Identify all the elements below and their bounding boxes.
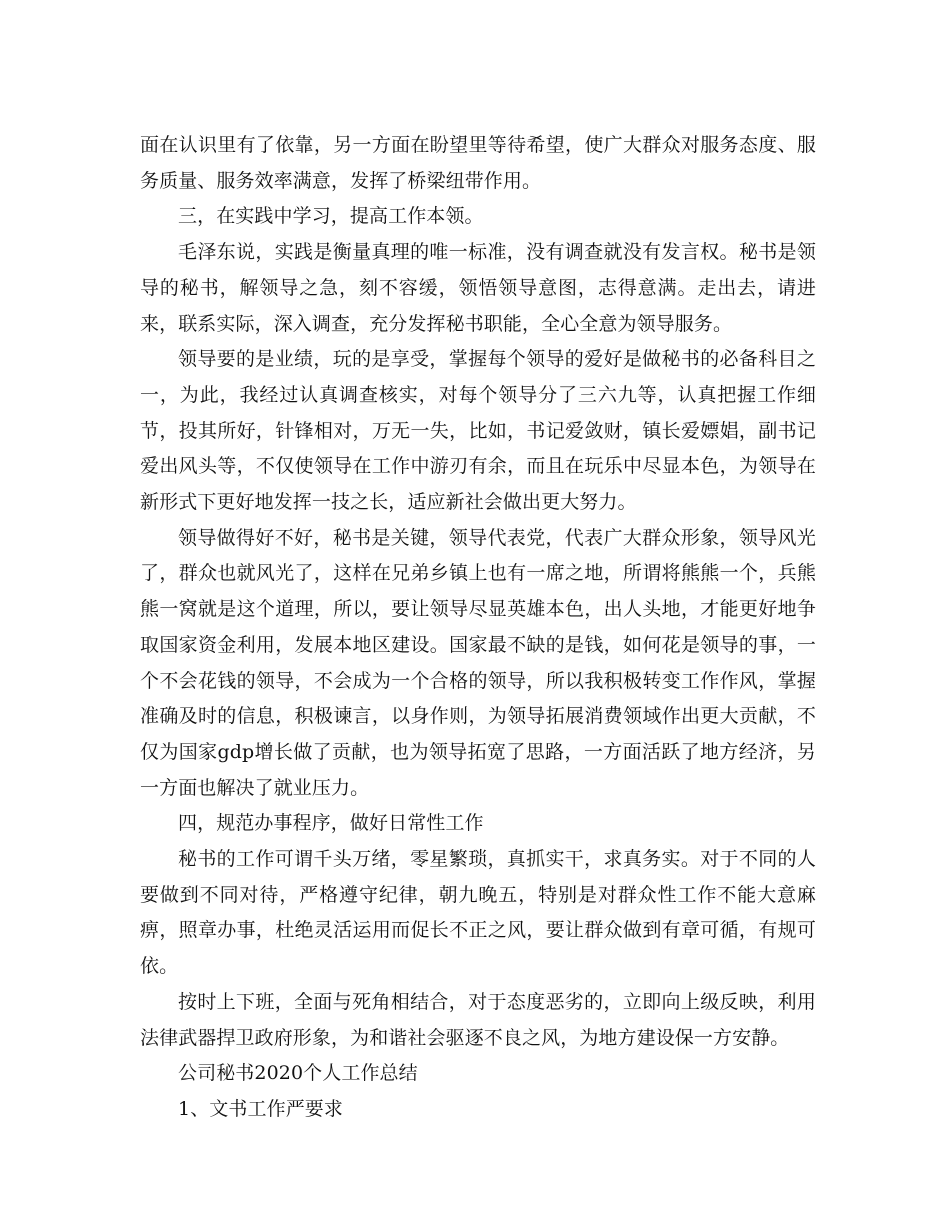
summary-title: 公司秘书2020个人工作总结 [178, 1062, 418, 1085]
document-body [140, 128, 816, 1128]
summary-item-1: 1、文书工作严要求 [178, 1097, 343, 1120]
paragraph-leader-preferences: 领导要的是业绩，玩的是享受，掌握每个领导的爱好是做秘书的必备科目之一，为此，我经过认真调查核实，对每个领导分了三六九等，认真把握工作细节，投其所好，针锋相对，万无一失，比如，书记爱敛财，镇长爱嫖娼，副书记爱出风头等，不仅使领导在工作中游刃有余，而且在玩乐中尽显本色，为领导在新形式下更好地发挥一技之长，适应新社会做出更大努力。 [140, 348, 816, 514]
paragraph-service-satisfaction: 面在认识里有了依靠，另一方面在盼望里等待希望，使广大群众对服务态度、服务质量、服务效率满意，发挥了桥梁纽带作用。 [140, 134, 816, 192]
paragraph-practice-truth: 毛泽东说，实践是衡量真理的唯一标准，没有调查就没有发言权。秘书是领导的秘书，解领导之急，刻不容缓，领悟领导意图，志得意满。走出去，请进来，联系实际，深入调查，充分发挥秘书职能，全心全意为领导服务。 [140, 241, 816, 335]
paragraph-secretary-work: 秘书的工作可谓千头万绪，零星繁琐，真抓实干，求真务实。对于不同的人要做到不同对待，严格遵守纪律，朝九晚五，特别是对群众性工作不能大意麻痹，照章办事，杜绝灵活运用而促长不正之风，要让群众做到有章可循，有规可依。 [140, 848, 816, 978]
paragraph-work-hours: 按时上下班，全面与死角相结合，对于态度恶劣的，立即向上级反映，利用法律武器捍卫政府形象，为和谐社会驱逐不良之风，为地方建设保一方安静。 [140, 990, 816, 1049]
section-heading-procedures: 四，规范办事程序，做好日常性工作 [178, 812, 484, 835]
section-heading-practice-learning: 三，在实践中学习，提高工作本领。 [178, 205, 484, 228]
paragraph-secretary-key-role: 领导做得好不好，秘书是关键，领导代表党，代表广大群众形象，领导风光了，群众也就风光了，这样在兄弟乡镇上也有一席之地，所谓将熊熊一个，兵熊熊一窝就是这个道理，所以，要让领导尽显英雄本色，出人头地，才能更好地争取国家资金利用，发展本地区建设。国家最不缺的是钱，如何花是领导的事，一个不会花钱的领导，不会成为一个合格的领导，所以我积极转变工作作风，掌握准确及时的信息，积极谏言，以身作则，为领导拓展消费领域作出更大贡献，不仅为国家gdp增长做了贡献，也为领导拓宽了思路，一方面活跃了地方经济，另一方面也解决了就业压力。 [140, 526, 816, 799]
